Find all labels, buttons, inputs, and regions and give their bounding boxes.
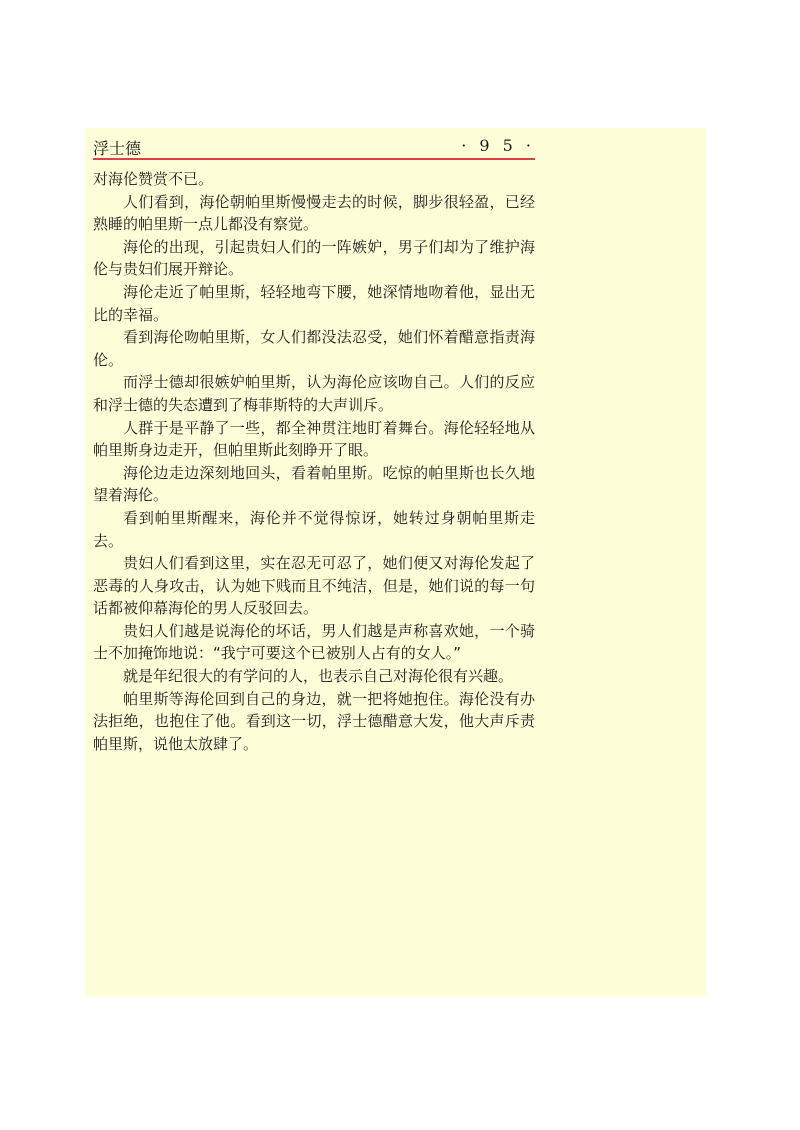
- paragraph: 贵妇人们看到这里，实在忍无可忍了，她们便又对海伦发起了恶毒的人身攻击，认为她下贱而且不纯洁，但是，她们说的每一句话都被仰幕海伦的男人反驳回去。: [93, 554, 535, 618]
- running-header: [93, 136, 535, 158]
- header-divider: [93, 158, 535, 160]
- paragraph: 帕里斯等海伦回到自己的身边，就一把将她抱住。海伦没有办法拒绝，也抱住了他。看到这一切，浮士德醋意大发，他大声斥责帕里斯，说他太放肆了。: [93, 689, 535, 753]
- paragraph: 人群于是平静了一些，都全神贯注地盯着舞台。海伦轻轻地从帕里斯身边走开，但帕里斯此刻睁开了眼。: [93, 418, 535, 460]
- paragraph: 而浮士德却很嫉妒帕里斯，认为海伦应该吻自己。人们的反应和浮士德的失态遭到了梅菲斯特的大声训斥。: [93, 373, 535, 414]
- page-number: · 9 5 ·: [461, 136, 535, 155]
- paragraph: 就是年纪很大的有学问的人，也表示自己对海伦很有兴趣。: [123, 667, 514, 686]
- body-text: [93, 168, 535, 755]
- paragraph: 贵妇人们越是说海伦的坏话，男人们越是声称喜欢她，一个骑士不加掩饰地说：“我宁可要这个已被别人占有的女人。”: [93, 621, 535, 663]
- paragraph-continuation: 对海伦赞赏不已。: [93, 170, 214, 188]
- book-title: 浮士德: [93, 139, 142, 158]
- paragraph: 海伦边走边深刻地回头，看着帕里斯。吃惊的帕里斯也长久地望着海伦。: [93, 463, 535, 505]
- paragraph: 海伦的出现，引起贵妇人们的一阵嫉妒，男子们却为了维护海伦与贵妇们展开辩论。: [93, 237, 535, 279]
- paragraph: 海伦走近了帕里斯，轻轻地弯下腰，她深情地吻着他，显出无比的幸福。: [93, 282, 535, 324]
- paragraph: 人们看到，海伦朝帕里斯慢慢走去的时候，脚步很轻盈，已经熟睡的帕里斯一点儿都没有察觉。: [93, 192, 535, 234]
- paragraph: 看到帕里斯醒来，海伦并不觉得惊讶，她转过身朝帕里斯走去。: [93, 508, 535, 550]
- paragraph: 看到海伦吻帕里斯，女人们都没法忍受，她们怀着醋意指责海伦。: [93, 328, 535, 369]
